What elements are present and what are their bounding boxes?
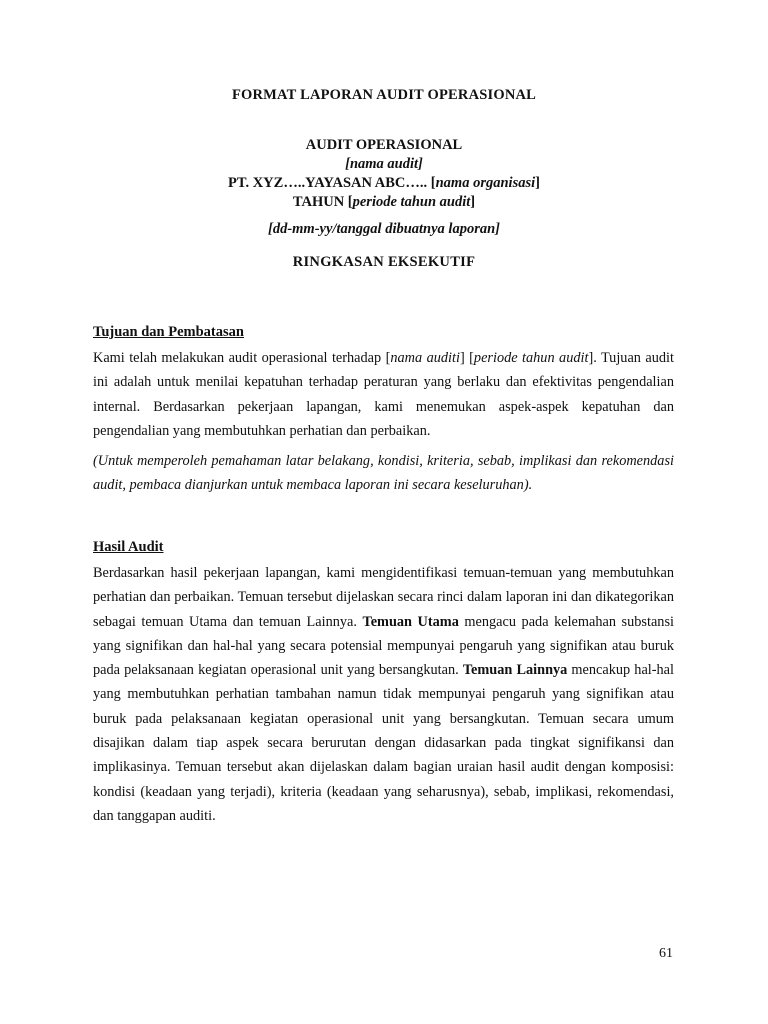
paragraph-hasil: Berdasarkan hasil pekerjaan lapangan, kami mengidentifikasi temuan-temuan yang membutuhkan perhatian dan perbaikan. Temuan tersebut dijelaskan secara rinci dalam laporan ini dan dikategorikan sebagai temuan Utama dan temuan Lainnya. Temuan Utama mengacu pada kelemahan substansi yang signifikan dan hal-hal yang secara potensial mempunyai pengaruh yang signifikan atau buruk pada pelaksanaan kegiatan operasional unit yang bersangkutan. Temuan Lainnya mencakup hal-hal yang membutuhkan perhatian tambahan namun tidak mempunyai pengaruh yang signifikan atau buruk pada pelaksanaan kegiatan operasional unit yang bersangkutan. Temuan secara umum disajikan dalam tiap aspek secara berurutan dengan didasarkan pada tingkat signifikansi dan implikasinya. Temuan tersebut akan dijelaskan dalam bagian uraian hasil audit dengan komposisi: kondisi (keadaan yang terjadi), kriteria (keadaan yang seharusnya), sebab, implikasi, rekomendasi, dan tanggapan auditi. bbox=[93, 565, 674, 824]
report-header bbox=[0, 136, 768, 212]
executive-summary-title: RINGKASAN EKSEKUTIF bbox=[292, 254, 476, 270]
page-number: 61 bbox=[659, 946, 673, 961]
document-title: FORMAT LAPORAN AUDIT OPERASIONAL bbox=[231, 87, 537, 103]
paragraph-tujuan: Kami telah melakukan audit operasional terhadap [nama auditi] [periode tahun audit]. Tujuan audit ini adalah untuk menilai kepatuhan terhadap peraturan yang berlaku dan efektivitas pengendalian internal. Berdasarkan pekerjaan lapangan, kami menemukan aspek-aspek kepatuhan dan pengendalian yang membutuhkan perhatian dan perbaikan. bbox=[93, 350, 674, 439]
audit-name-placeholder: [nama audit] bbox=[345, 156, 423, 172]
term-temuan-lainnya: Temuan Lainnya bbox=[462, 662, 568, 679]
organization-line: PT. XYZ…..YAYASAN ABC….. [nama organisasi] bbox=[228, 175, 540, 191]
report-type: AUDIT OPERASIONAL bbox=[305, 137, 463, 153]
year-line: TAHUN [periode tahun audit] bbox=[292, 194, 476, 210]
paragraph-note: (Untuk memperoleh pemahaman latar belakang, kondisi, kriteria, sebab, implikasi dan rekomendasi audit, pembaca dianjurkan untuk membaca laporan ini secara keseluruhan). bbox=[93, 453, 674, 494]
section-heading-hasil: Hasil Audit bbox=[93, 539, 164, 555]
term-temuan-utama: Temuan Utama bbox=[362, 613, 459, 630]
report-date-placeholder: [dd-mm-yy/tanggal dibuatnya laporan] bbox=[268, 221, 500, 237]
section-heading-tujuan: Tujuan dan Pembatasan bbox=[93, 324, 244, 340]
